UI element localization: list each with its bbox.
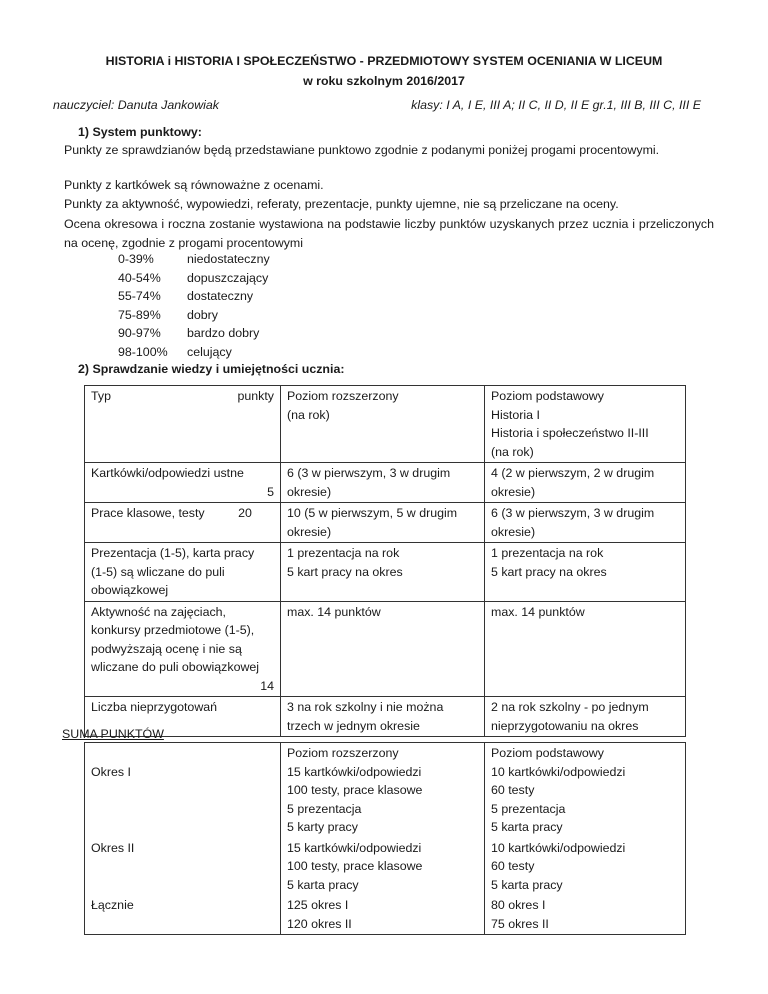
grade-name: niedostateczny <box>187 252 270 266</box>
summary-basic: 60 testy <box>491 783 535 797</box>
grade-range: 90-97% <box>118 326 161 340</box>
summary-basic: 60 testy <box>491 859 535 873</box>
row-basic: 1 prezentacja na rok <box>491 546 604 560</box>
row-extended: 5 kart pracy na okres <box>287 564 403 579</box>
row-extended: 1 prezentacja na rok <box>287 546 400 560</box>
summary-extended: 125 okres I <box>287 898 349 912</box>
grade-range: 75-89% <box>118 308 161 322</box>
period-label: Łącznie <box>91 898 134 912</box>
document-subtitle: w roku szkolnym 2016/2017 <box>303 74 465 88</box>
row-extended: 6 (3 w pierwszym, 3 w drugim <box>287 466 451 480</box>
row-basic: 5 kart pracy na okres <box>491 564 607 579</box>
grade-range: 40-54% <box>118 271 161 285</box>
row-type: konkursy przedmiotowe (1-5), <box>91 623 255 637</box>
grade-name: dopuszczający <box>187 271 269 285</box>
row-extended: 10 (5 w pierwszym, 5 w drugim <box>287 506 458 520</box>
table-row <box>85 838 686 896</box>
period-label: Okres II <box>91 840 135 855</box>
row-type: Liczba nieprzygotowań <box>91 700 218 714</box>
summary-basic: 5 karta pracy <box>491 820 563 834</box>
row-type: wliczane do puli obowiązkowej <box>91 660 260 674</box>
row-extended: 3 na rok szkolny i nie można <box>287 700 444 714</box>
paragraph-quizzes: Punkty z kartkówek są równoważne z ocenami. <box>64 178 324 192</box>
row-extended: okresie) <box>287 524 332 539</box>
row-type: Aktywność na zajęciach, <box>91 604 226 619</box>
col-extended-sub: (na rok) <box>287 407 330 422</box>
row-extended: okresie) <box>287 484 332 499</box>
table-row <box>85 743 686 838</box>
paragraph-activity: Punkty za aktywność, wypowiedzi, referaty, prezentacje, punkty ujemne, nie są przeliczane na oceny. <box>64 197 619 211</box>
col-points-label: punkty <box>237 389 274 403</box>
summary-extended-header: Poziom rozszerzony <box>287 746 399 760</box>
col-basic-sub: Historia i społeczeństwo II-III <box>491 426 649 440</box>
teacher-name: nauczyciel: Danuta Jankowiak <box>53 98 219 112</box>
summary-basic: 5 prezentacja <box>491 801 566 816</box>
grade-name: bardzo dobry <box>187 326 260 340</box>
row-points: 5 <box>267 484 274 499</box>
summary-extended: 100 testy, prace klasowe <box>287 859 423 873</box>
summary-extended: 15 kartkówki/odpowiedzi <box>287 840 422 855</box>
row-extended: max. 14 punktów <box>287 604 381 619</box>
table-row <box>85 463 686 503</box>
suma-heading: SUMA PUNKTÓW <box>62 727 164 741</box>
summary-extended: 120 okres II <box>287 916 352 931</box>
row-points: 14 <box>260 678 274 693</box>
class-list: klasy: I A, I E, III A; II C, II D, II E gr.1, III B, III C, III E <box>411 98 701 112</box>
row-type: (1-5) są wliczane do puli <box>91 564 225 579</box>
summary-extended: 100 testy, prace klasowe <box>287 783 423 797</box>
section-heading-points: 1) System punktowy: <box>78 125 202 139</box>
document-title: HISTORIA i HISTORIA I SPOŁECZEŃSTWO - PRZEDMIOTOWY SYSTEM OCENIANIA W LICEUM <box>105 54 663 68</box>
table-row <box>85 601 686 697</box>
table-row <box>85 503 686 543</box>
col-basic-sub: (na rok) <box>491 444 534 459</box>
row-basic: 4 (2 w pierwszym, 2 w drugim <box>491 466 655 480</box>
grade-range: 55-74% <box>118 289 161 303</box>
row-type: Prace klasowe, testy <box>91 506 205 520</box>
table-row <box>85 895 686 935</box>
grade-name: celujący <box>187 345 232 359</box>
row-basic: 2 na rok szkolny - po jednym <box>491 700 649 714</box>
summary-basic: 75 okres II <box>491 916 549 931</box>
col-basic-label: Poziom podstawowy <box>491 389 604 403</box>
row-basic: okresie) <box>491 484 536 499</box>
row-type: podwyższają ocenę i nie są <box>91 641 242 656</box>
row-extended: trzech w jednym okresie <box>287 718 420 733</box>
table-header-row <box>85 386 686 463</box>
row-points: 20 <box>238 506 252 520</box>
row-basic: 6 (3 w pierwszym, 3 w drugim <box>491 506 655 520</box>
row-basic: okresie) <box>491 524 536 539</box>
assessment-table <box>84 385 686 737</box>
summary-extended: 5 prezentacja <box>287 801 362 816</box>
grade-range: 0-39% <box>118 252 154 266</box>
summary-basic: 5 karta pracy <box>491 877 563 892</box>
summary-basic: 10 kartkówki/odpowiedzi <box>491 840 626 855</box>
table-row <box>85 697 686 737</box>
col-extended-label: Poziom rozszerzony <box>287 389 399 403</box>
grade-range: 98-100% <box>118 345 168 359</box>
section-heading-assessment: 2) Sprawdzanie wiedzy i umiejętności ucznia: <box>78 362 345 376</box>
col-type-label: Typ <box>91 389 111 403</box>
grade-name: dostateczny <box>187 289 254 303</box>
grade-name: dobry <box>187 308 218 322</box>
row-type: obowiązkowej <box>91 583 169 597</box>
row-basic: max. 14 punktów <box>491 604 585 619</box>
row-type: Prezentacja (1-5), karta pracy <box>91 546 255 560</box>
summary-extended: 15 kartkówki/odpowiedzi <box>287 764 422 779</box>
period-label: Okres I <box>91 764 131 779</box>
col-basic-sub: Historia I <box>491 407 540 422</box>
summary-extended: 5 karty pracy <box>287 820 358 834</box>
summary-basic-header: Poziom podstawowy <box>491 746 604 760</box>
summary-extended: 5 karta pracy <box>287 877 359 892</box>
points-summary-table <box>84 742 686 935</box>
row-basic: nieprzygotowaniu na okres <box>491 718 639 733</box>
paragraph-final-grade: Ocena okresowa i roczna zostanie wystawiona na podstawie liczby punktów uzyskanych przez ucznia i przeliczonych na ocenę, zgodnie z progami procentowymi <box>64 217 714 250</box>
summary-basic: 10 kartkówki/odpowiedzi <box>491 764 626 779</box>
paragraph-thresholds: Punkty ze sprawdzianów będą przedstawiane punktowo zgodnie z podanymi poniżej progami procentowymi. <box>64 143 660 157</box>
table-row <box>85 543 686 602</box>
row-type: Kartkówki/odpowiedzi ustne <box>91 466 244 480</box>
summary-basic: 80 okres I <box>491 898 546 912</box>
